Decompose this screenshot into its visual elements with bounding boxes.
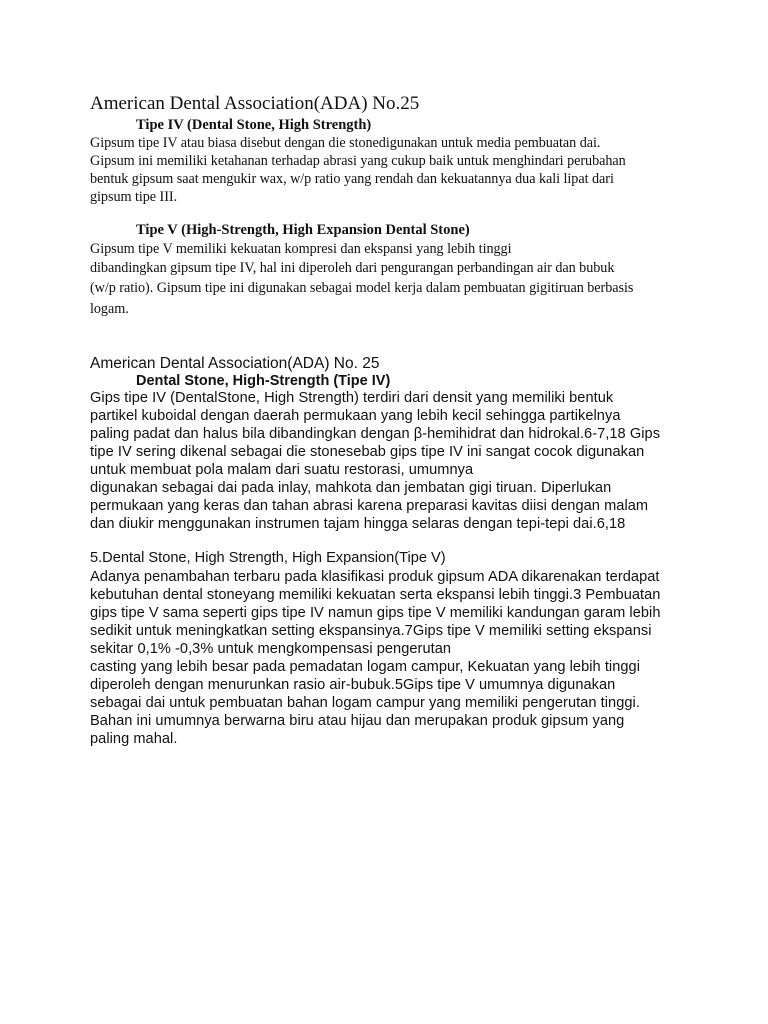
paragraph-line: Bahan ini umumnya berwarna biru atau hijau dan merupakan produk gipsum yang (90, 713, 625, 729)
paragraph-line: paling mahal. (90, 731, 178, 747)
paragraph-line: casting yang lebih besar pada pemadatan logam campur, Kekuatan yang lebih tinggi (90, 659, 641, 675)
section2-title: American Dental Association(ADA) No. 25 (90, 355, 380, 372)
paragraph-line: Gipsum ini memiliki ketahanan terhadap abrasi yang cukup baik untuk menghindari perubahan (90, 153, 626, 169)
paragraph-line: Gipsum tipe IV atau biasa disebut dengan die stonedigunakan untuk media pembuatan dai. (90, 135, 601, 151)
section1-tipe4-heading: Tipe IV (Dental Stone, High Strength) (136, 117, 372, 133)
paragraph-line: sebagai dai untuk pembuatan bahan logam campur yang memiliki pengerutan tinggi. (90, 695, 640, 711)
paragraph-line: partikel kuboidal dengan daerah permukaan yang lebih kecil sehingga partikelnya (90, 408, 621, 424)
paragraph-line: digunakan sebagai dai pada inlay, mahkota dan jembatan gigi tiruan. Diperlukan (90, 480, 612, 496)
paragraph-line: Gips tipe IV (DentalStone, High Strength) terdiri dari densit yang memiliki bentuk (90, 390, 614, 406)
paragraph-line: kebutuhan dental stoneyang memiliki kekuatan serta ekspansi lebih tinggi.3 Pembuatan (90, 587, 661, 603)
paragraph-line: sedikit untuk meningkatkan setting ekspansinya.7Gips tipe V memiliki setting ekspansi (90, 623, 652, 639)
section1-title: American Dental Association(ADA) No.25 (90, 93, 420, 114)
paragraph-line: dan diukir menggunakan instrumen tajam hingga selaras dengan tepi-tepi dai.6,18 (90, 516, 626, 532)
section1-tipe5-heading: Tipe V (High-Strength, High Expansion Dental Stone) (136, 222, 470, 238)
paragraph-line: tipe IV sering dikenal sebagai die stonesebab gips tipe IV ini sangat cocok digunakan (90, 444, 645, 460)
paragraph-line: diperoleh dengan menurunkan rasio air-bubuk.5Gips tipe V umumnya digunakan (90, 677, 616, 693)
paragraph-line: permukaan yang keras dan tahan abrasi karena preparasi kavitas diisi dengan malam (90, 498, 649, 514)
paragraph-line: gips tipe V sama seperti gips tipe IV namun gips tipe V memiliki kandungan garam lebih (90, 605, 661, 621)
paragraph-line: (w/p ratio). Gipsum tipe ini digunakan sebagai model kerja dalam pembuatan gigitiruan berbasis (90, 280, 634, 296)
paragraph-line: untuk membuat pola malam dari suatu restorasi, umumnya (90, 462, 474, 478)
paragraph-line: paling padat dan halus bila dibandingkan dengan β-hemihidrat dan hidrokal.6-7,18 Gips (90, 426, 661, 442)
paragraph-line: sekitar 0,1% -0,3% untuk mengkompensasi pengerutan (90, 641, 452, 657)
paragraph-line: logam. (90, 301, 129, 317)
paragraph-line: gipsum tipe III. (90, 189, 178, 205)
paragraph-line: Adanya penambahan terbaru pada klasifikasi produk gipsum ADA dikarenakan terdapat (90, 569, 660, 585)
section2-tipe4-heading: Dental Stone, High-Strength (Tipe IV) (136, 373, 391, 389)
paragraph-line: bentuk gipsum saat mengukir wax, w/p ratio yang rendah dan kekuatannya dua kali lipat dari (90, 171, 614, 187)
paragraph-line: dibandingkan gipsum tipe IV, hal ini diperoleh dari pengurangan perbandingan air dan bubuk (90, 260, 615, 276)
paragraph-line: Gipsum tipe V memiliki kekuatan kompresi dan ekspansi yang lebih tinggi (90, 241, 512, 257)
section2-tipe5-heading: 5.Dental Stone, High Strength, High Expansion(Tipe V) (90, 550, 446, 566)
